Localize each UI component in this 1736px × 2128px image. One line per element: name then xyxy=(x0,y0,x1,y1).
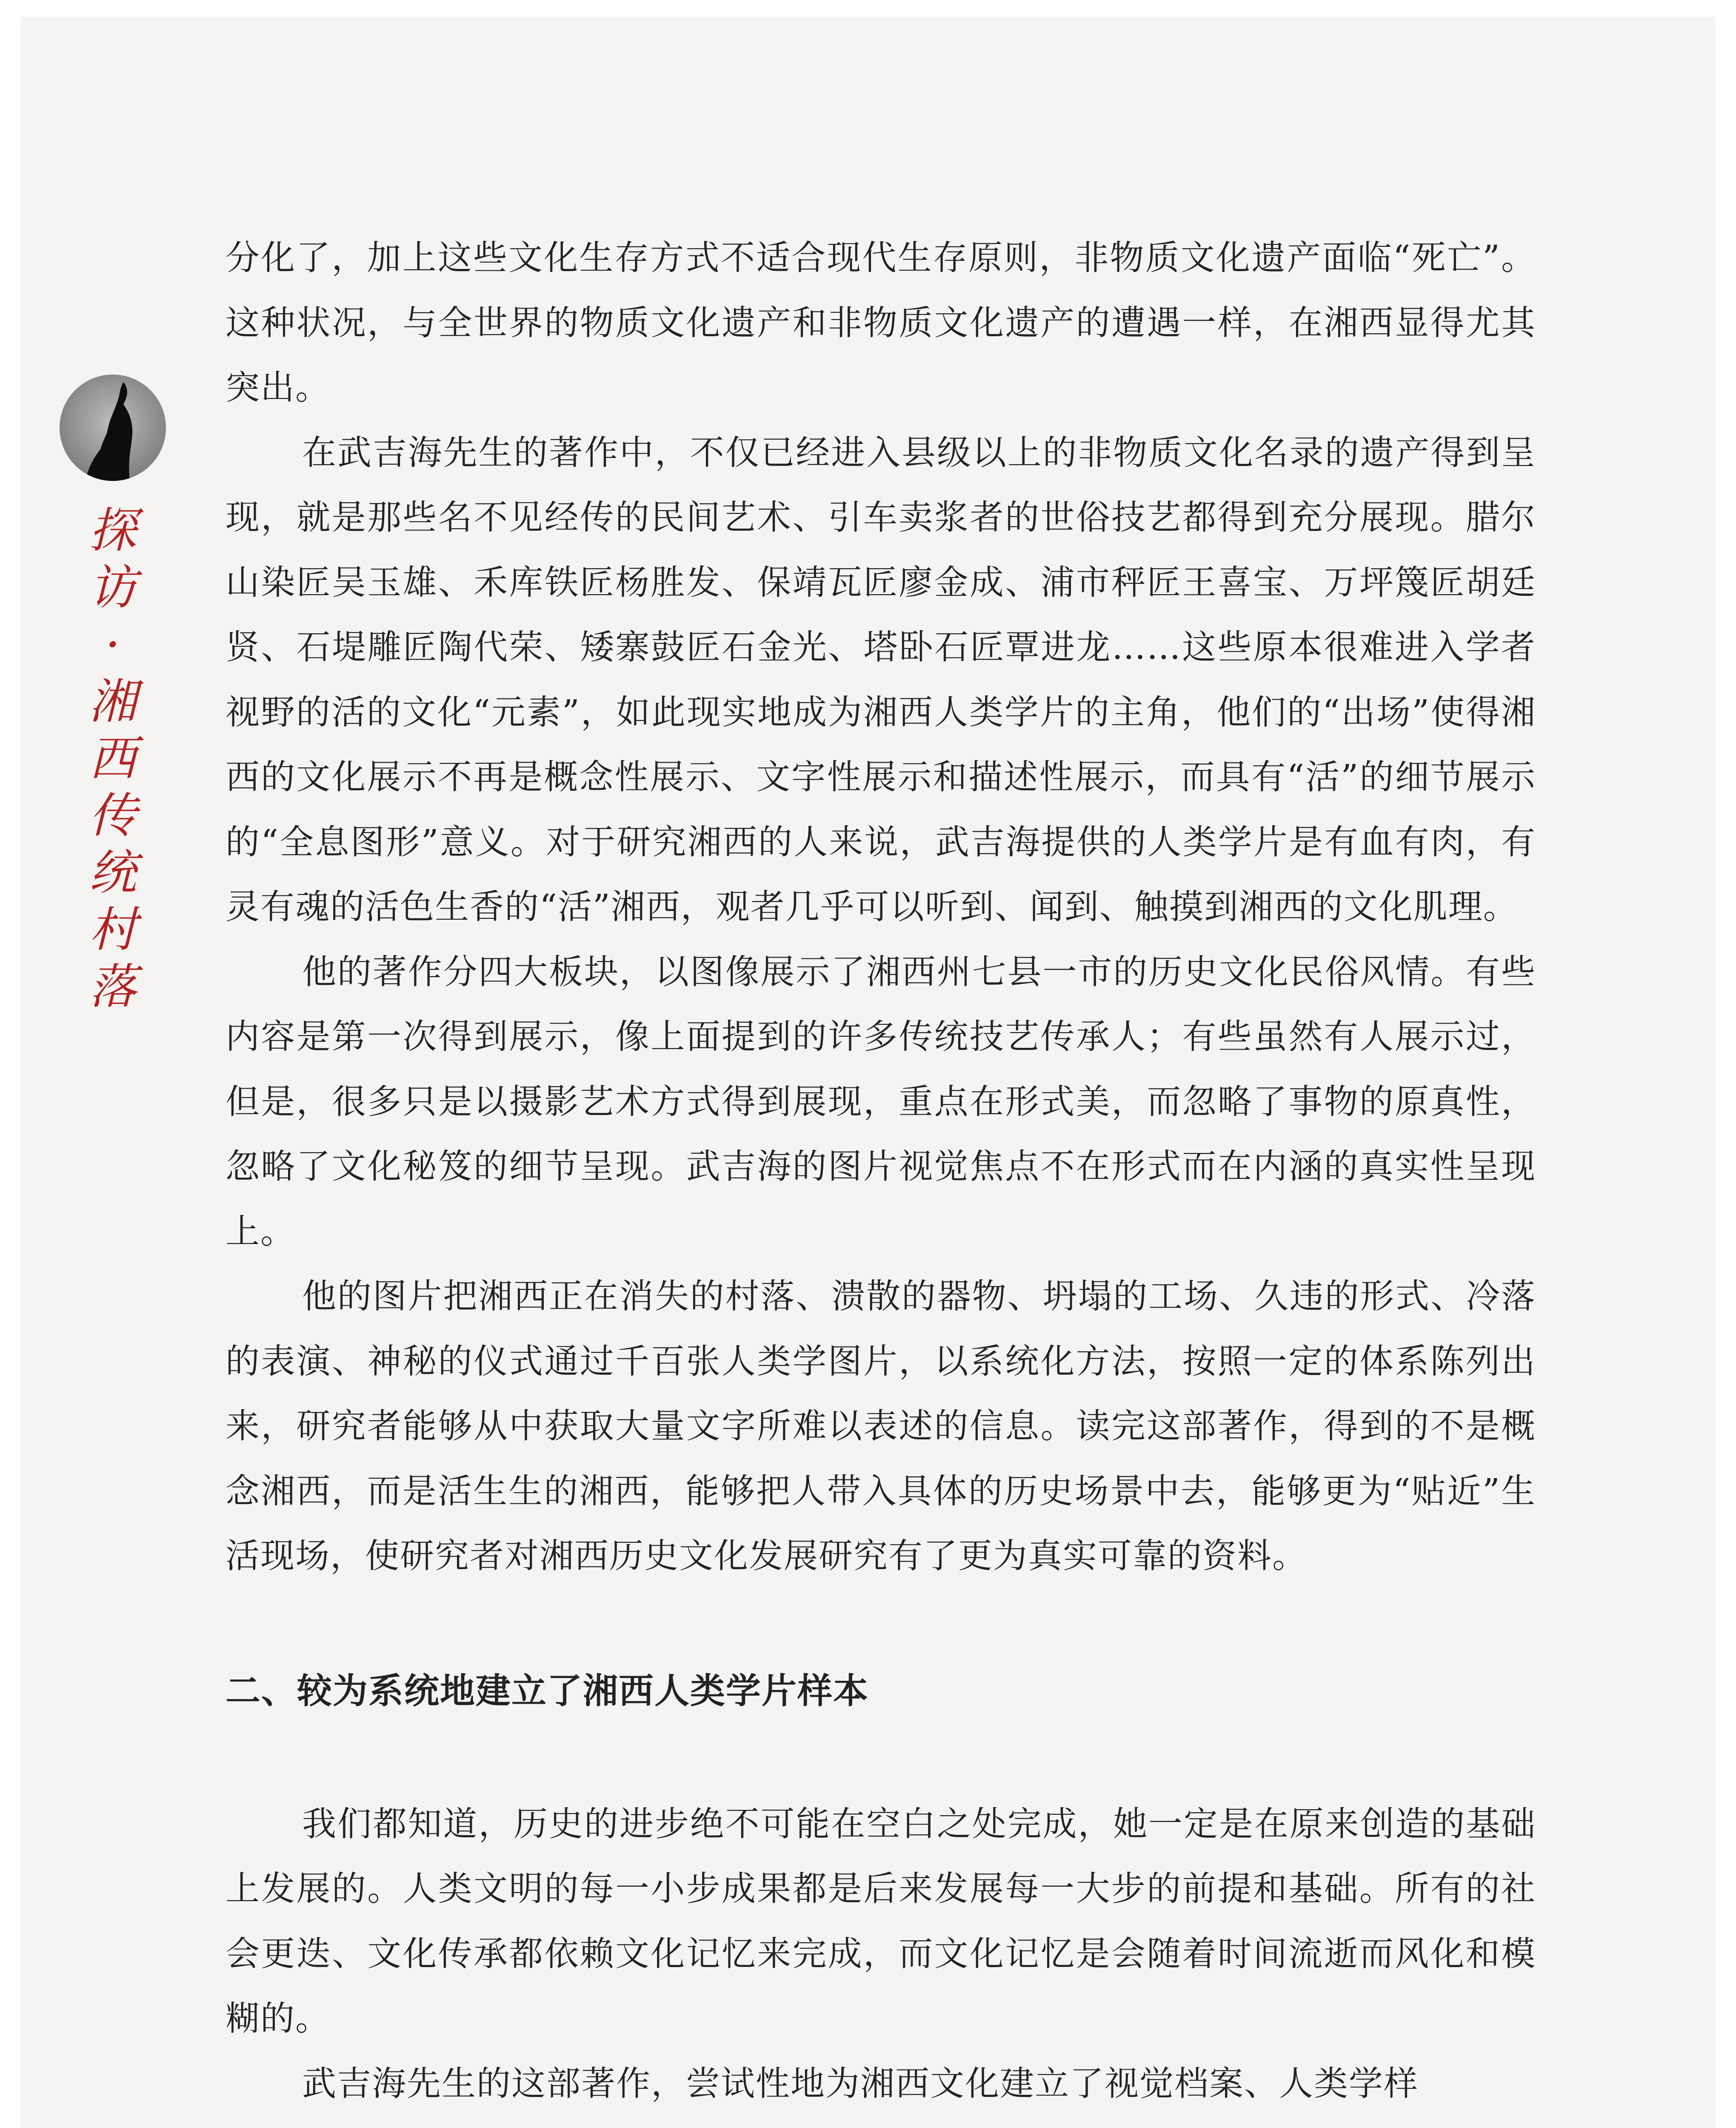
silhouette-portrait-icon xyxy=(60,375,166,481)
article-body xyxy=(226,226,1536,2116)
title-char: 落 xyxy=(89,959,137,1015)
title-char: 传 xyxy=(89,788,137,844)
title-char: 访 xyxy=(89,560,137,615)
title-char: 西 xyxy=(89,731,137,787)
paragraph: 我们都知道，历史的进步绝不可能在空白之处完成，她一定是在原来创造的基础上发展的。人类文明的每一小步成果都是后来发展每一大步的前提和基础。所有的社会更迭、文化传承都依赖文化记忆来完成，而文化记忆是会随着时间流逝而风化和模糊的。 xyxy=(226,1804,1536,2038)
title-char: 探 xyxy=(89,503,137,558)
paragraph: 分化了，加上这些文化生存方式不适合现代生存原则，非物质文化遗产面临“死亡”。这种状况，与全世界的物质文化遗产和非物质文化遗产的遭遇一样，在湘西显得尤其突出。 xyxy=(226,238,1536,407)
paragraph: 在武吉海先生的著作中，不仅已经进入县级以上的非物质文化名录的遗产得到呈现，就是那些名不见经传的民间艺术、引车卖浆者的世俗技艺都得到充分展现。腊尔山染匠吴玉雄、禾库铁匠杨胜发、保靖瓦匠廖金成、浦市秤匠王喜宝、万坪篾匠胡廷贤、石堤雕匠陶代荣、矮寨鼓匠石金光、塔卧石匠覃进龙……这些原本很难进入学者视野的活的文化“元素”，如此现实地成为湘西人类学片的主角，他们的“出场”使得湘西的文化展示不再是概念性展示、文字性展示和描述性展示，而具有“活”的细节展示的“全息图形”意义。对于研究湘西的人来说，武吉海提供的人类学片是有血有肉，有灵有魂的活色生香的“活”湘西，观者几乎可以听到、闻到、触摸到湘西的文化肌理。 xyxy=(226,432,1536,927)
title-char: · xyxy=(105,617,120,672)
book-series-title xyxy=(83,502,143,1015)
title-char: 统 xyxy=(89,845,137,901)
silhouette-portrait-graphic xyxy=(60,375,166,481)
paragraph: 武吉海先生的这部著作，尝试性地为湘西文化建立了视觉档案、人类学样 xyxy=(302,2063,1419,2103)
paragraph: 他的图片把湘西正在消失的村落、溃散的器物、坍塌的工场、久违的形式、冷落的表演、神秘的仪式通过千百张人类学图片，以系统化方法，按照一定的体系陈列出来，研究者能够从中获取大量文字所难以表述的信息。读完这部著作，得到的不是概念湘西，而是活生生的湘西，能够把人带入具体的历史场景中去，能够更为“贴近”生活现场，使研究者对湘西历史文化发展研究有了更为真实可靠的资料。 xyxy=(226,1276,1536,1576)
title-char: 村 xyxy=(89,902,137,958)
title-char: 湘 xyxy=(89,674,137,729)
section-heading: 二、较为系统地建立了湘西人类学片样本 xyxy=(226,1670,869,1711)
paragraph: 他的著作分四大板块，以图像展示了湘西州七县一市的历史文化民俗风情。有些内容是第一次得到展示，像上面提到的许多传统技艺传承人；有些虽然有人展示过，但是，很多只是以摄影艺术方式得到展现，重点在形式美，而忽略了事物的原真性，忽略了文化秘笈的细节呈现。武吉海的图片视觉焦点不在形式而在内涵的真实性呈现上。 xyxy=(226,952,1536,1251)
